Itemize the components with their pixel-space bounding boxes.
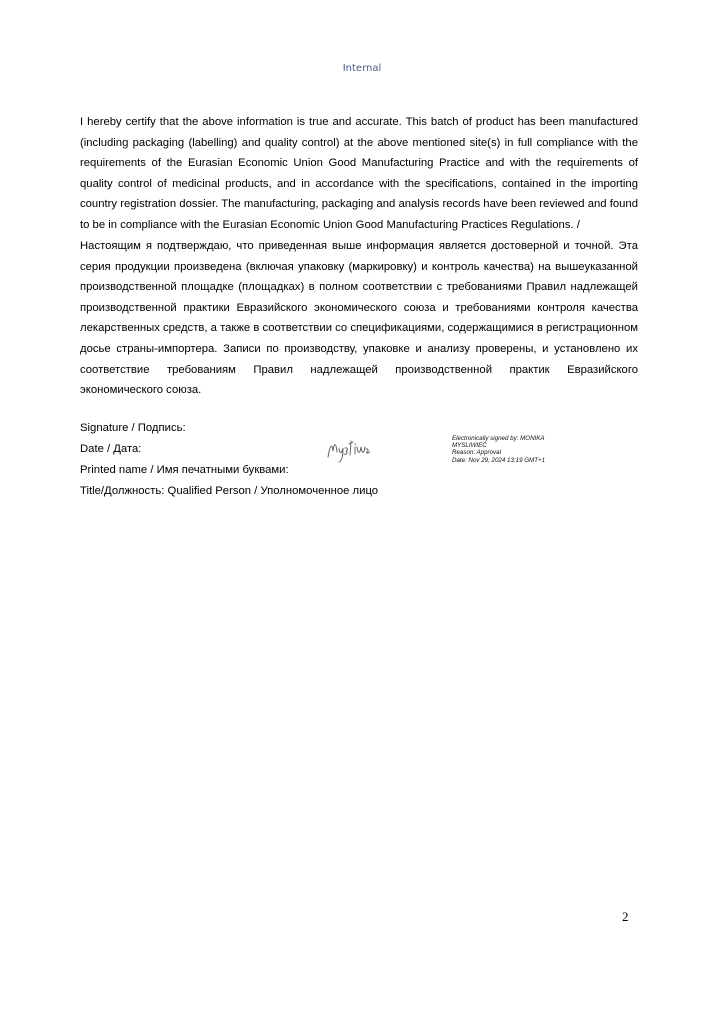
certification-russian: Настоящим я подтверждаю, что приведенная выше информация является достоверной и точной. Эта серия продукции произведена (включая упаковку (маркировку) и контроль качества) на вышеуказанной производственной площадке (площадках) в полном соответствии с требованиями Правил надлежащей производственной практики Евразийского экономического союза и требованиями контроля качества лекарственных средств, а также в соответствии со спецификациями, содержащимися в регистрационном досье страны-импортера. Записи по производству, упаковке и анализу проверены, и установлено их соответствие требованиям Правил надлежащей производственной практик Евразийского экономического союза.	[80, 240, 639, 397]
electronic-signature-stamp	[452, 435, 592, 464]
date-label: Date / Дата:	[80, 443, 142, 455]
page-number: 2	[622, 909, 629, 924]
esign-name: MYSLIWIEC	[452, 442, 487, 450]
title-label: Title/Должность: Qualified Person / Уполномоченное лицо	[80, 485, 379, 497]
esign-reason: Reason: Approval	[452, 449, 501, 457]
signature-label: Signature / Подпись:	[80, 422, 186, 434]
handwritten-signature	[326, 437, 372, 463]
esign-signed-by: Electronically signed by: MONIKA	[452, 435, 545, 442]
printed-name-label: Printed name / Имя печатными буквами:	[80, 464, 289, 476]
certification-english: I hereby certify that the above information is true and accurate. This batch of product has been manufactured (including packaging (labelling) and quality control) at the above mentioned site(s) in full compliance with the requirements of the Eurasian Economic Union Good Manufacturing Practice and with the requirements of quality control of medicinal products, and in accordance with the specifications, contained in the importing country registration dossier. The manufacturing, packaging and analysis records have been reviewed and found to be in compliance with the Eurasian Economic Union Good Manufacturing Practices Regulations. /	[80, 116, 638, 231]
esign-date: Date: Nov 29, 2024 13:19 GMT+1	[452, 456, 546, 464]
classification-label: Internal	[342, 63, 382, 74]
